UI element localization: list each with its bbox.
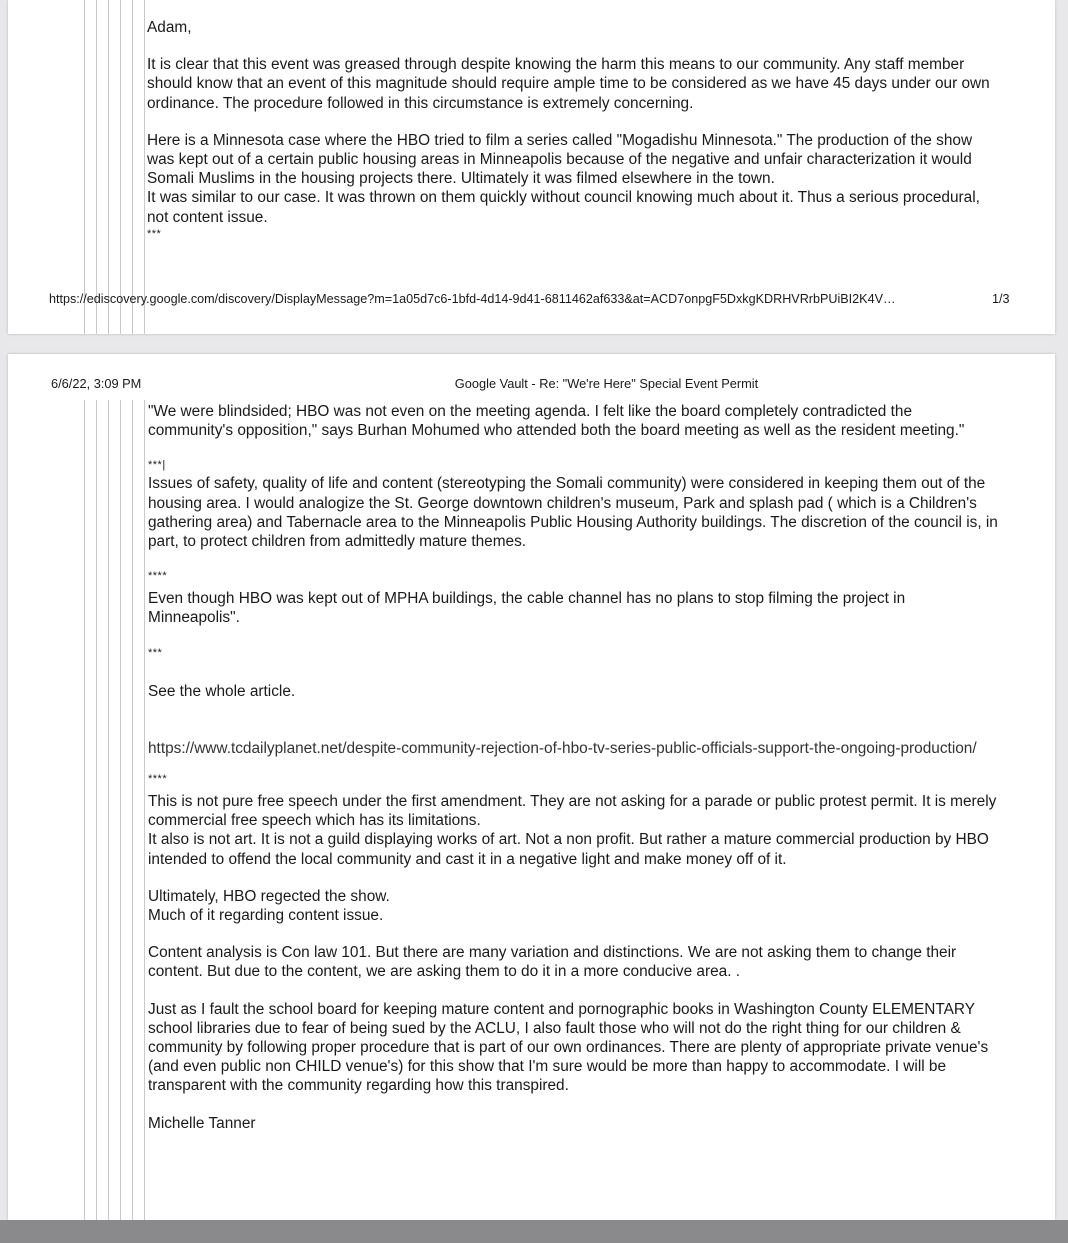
quote-burhan: "We were blindsided; HBO was not even on the meeting agenda. I felt like the board completely contradicted the community's opposition," says Burhan Mohumed who attended both the board meeting as well as the resident meeting.": [148, 403, 965, 440]
document-page-2: [8, 354, 1055, 1220]
article-link[interactable]: https://www.tcdailyplanet.net/despite-community-rejection-of-hbo-tv-series-public-officials-support-the-ongoing-production/: [148, 739, 977, 757]
document-page-1: [8, 0, 1055, 334]
footer-page-number: 1/3: [992, 292, 1010, 306]
paragraph-ultimately: Ultimately, HBO regected the show.: [148, 887, 390, 905]
paragraph-content-issue: Much of it regarding content issue.: [148, 907, 384, 925]
separator-stars: ***|: [148, 459, 166, 472]
paragraph-safety: Issues of safety, quality of life and content (stereotyping the Somali community) were considered in keeping them out of the housing area. I would analogize the St. George downtown children's museum, Park and splash pad ( which is a Children's gathering area) and Tabernacle area to the Minneapolis Public Housing Authority buildings. The discretion of the council is, in part, to protect children from admittedly mature themes.: [148, 475, 998, 551]
header-date: 6/6/22, 3:09 PM: [51, 376, 142, 391]
paragraph-ordinance: It is clear that this event was greased through despite knowing the harm this means to our community. Any staff member should know that an event of this magnitude should require ample time to be considered as we have 45 days under our own ordinance. The procedure followed in this circumstance is extremely concerning.: [147, 56, 990, 112]
separator-stars: ***: [147, 227, 162, 240]
viewer-bottom-bar: [0, 1220, 1068, 1243]
greeting: Adam,: [147, 19, 192, 36]
paragraph-mpha: Even though HBO was kept out of MPHA buildings, the cable channel has no plans to stop filming the project in Minneapolis".: [148, 590, 906, 627]
paragraph-free-speech: This is not pure free speech under the first amendment. They are not asking for a parade or public protest permit. It is merely commercial free speech which has its limitations.: [148, 793, 997, 830]
paragraph-school-board: Just as I fault the school board for keeping mature content and pornographic books in Washington County ELEMENTARY school libraries due to fear of being sued by the ACLU, I also fault those who will not do the right thing for our children & community by following proper procedure that is part of our own ordinances. There are plenty of appropriate private venue's (and even public non CHILD venue's) for this show that I'm sure would be more than happy to accommodate. I will be transparent with the community regarding how this transpired.: [148, 1000, 989, 1095]
header-title: Google Vault - Re: "We're Here" Special Event Permit: [454, 376, 759, 391]
paragraph-minnesota-case: Here is a Minnesota case where the HBO tried to film a series called "Mogadishu Minnesota." The production of the show was kept out of a certain public housing areas in Minneapolis because of the negative and unfair characterization it would Somali Muslims in the housing projects there. Ultimately it was filmed elsewhere in the town.: [147, 131, 973, 188]
signature: Michelle Tanner: [148, 1114, 256, 1132]
paragraph-similar-case: It was similar to our case. It was thrown on them quickly without council knowing much about it. Thus a serious procedural, not content issue.: [147, 189, 980, 226]
quote-indent-bars: [84, 0, 146, 334]
separator-stars: ****: [148, 773, 168, 786]
see-article-text: See the whole article.: [148, 682, 296, 700]
paragraph-not-art: It also is not art. It is not a guild displaying works of art. Not a non profit. But rather a mature commercial production by HBO intended to offend the local community and cast it in a negative light and make money off of it.: [148, 831, 989, 868]
separator-stars: ****: [148, 570, 168, 583]
footer-url: https://ediscovery.google.com/discovery/DisplayMessage?m=1a05d7c6-1bfd-4d14-9d41-6811462af633&at=ACD7onpgF5DxkgKDRHVRrbPUiBI2K4V…: [49, 292, 896, 306]
paragraph-content-analysis: Content analysis is Con law 101. But there are many variation and distinctions. We are not asking them to change their content. But due to the content, we are asking them to do it in a more conducive area. .: [148, 944, 957, 981]
separator-stars: ***: [148, 646, 163, 659]
quote-indent-bars: [84, 400, 146, 1220]
message-body: [148, 402, 998, 1133]
message-body: [147, 18, 997, 241]
